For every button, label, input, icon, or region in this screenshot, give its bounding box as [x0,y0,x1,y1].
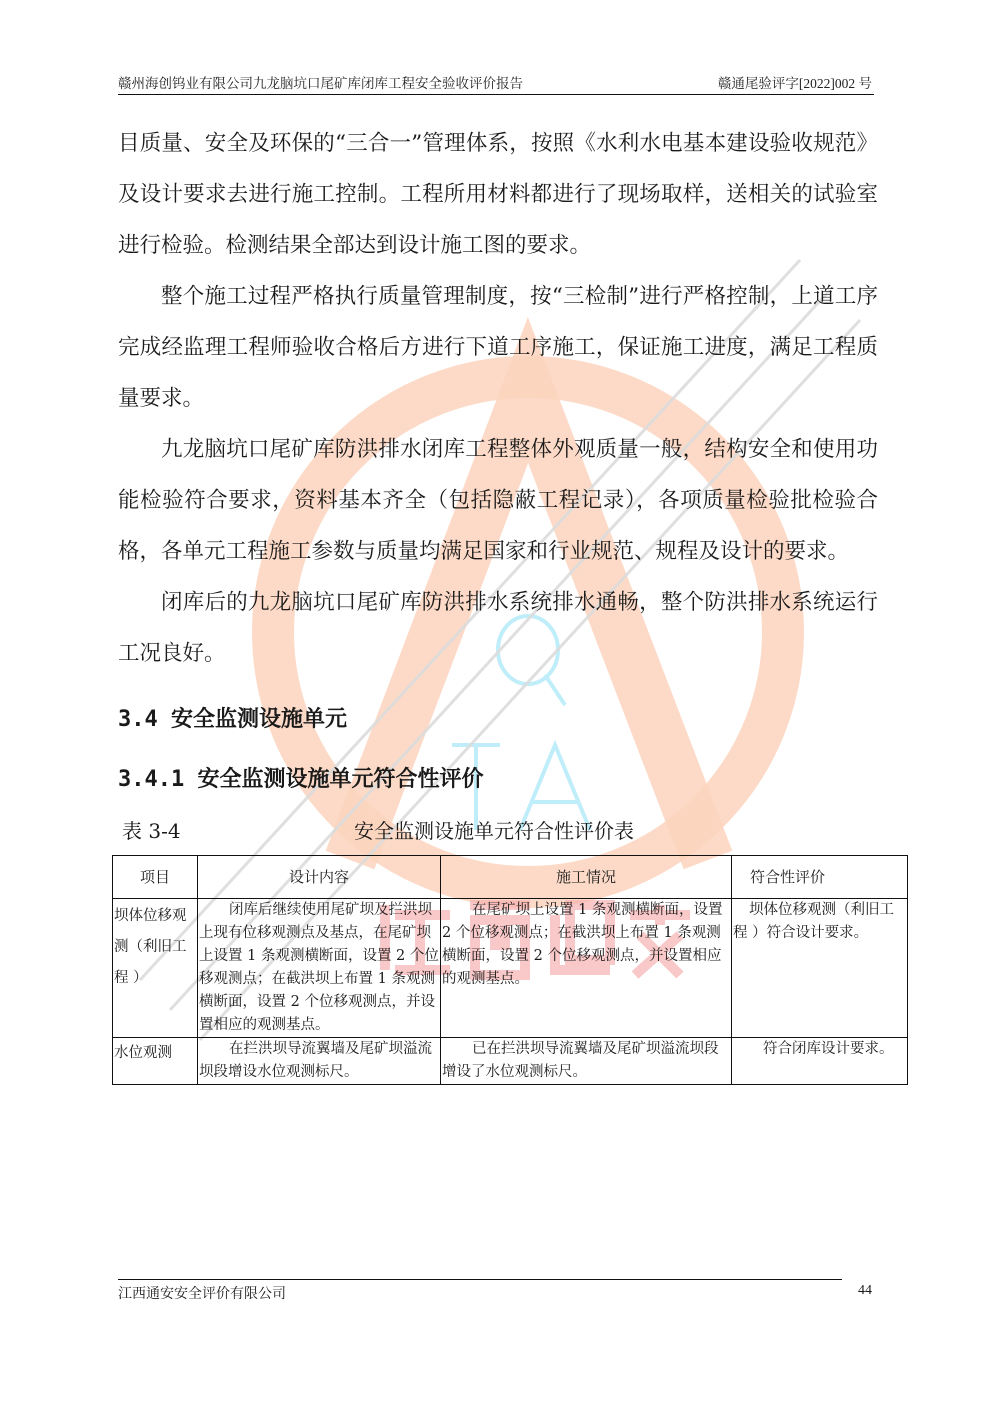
table-row [113,1038,908,1085]
cell-item: 水位观测 [113,1038,198,1085]
cell-design: 在拦洪坝导流翼墙及尾矿坝溢流坝段增设水位观测标尺。 [198,1038,441,1085]
header-construction: 施工情况 [441,856,732,899]
paragraph-2: 整个施工过程严格执行质量管理制度，按“三检制”进行严格控制，上道工序完成经监理工程师验收合格后方进行下道工序施工，保证施工进度，满足工程质量要求。 [118,284,878,411]
header-report-title: 赣州海创钨业有限公司九龙脑坑口尾矿库闭库工程安全验收评价报告 [118,76,523,91]
cell-evaluation: 符合闭库设计要求。 [732,1038,908,1085]
cell-item: 坝体位移观测（利旧工程 ） [113,899,198,1038]
section-heading: 3.4 安全监测设施单元 [118,707,347,732]
page-content [114,118,894,1085]
footer-divider [118,1279,842,1280]
header-doc-number: 赣通尾验评字[2022]002 号 [717,76,872,91]
header-design: 设计内容 [198,856,441,899]
footer-company: 江西通安安全评价有限公司 [118,1287,286,1302]
table-row [113,899,908,1038]
table-header-row [113,856,908,899]
evaluation-table [112,855,908,1085]
table-caption [118,817,878,845]
table-title: 安全监测设施单元符合性评价表 [354,819,634,843]
cell-evaluation: 坝体位移观测（利旧工程 ）符合设计要求。 [732,899,908,1038]
subsection-heading: 3.4.1 安全监测设施单元符合性评价 [118,767,484,792]
cell-construction: 在尾矿坝上设置 1 条观测横断面，设置 2 个位移观测点；在截洪坝上布置 1 条观测横断面，设置 2 个位移观测点，并设置相应的观测基点。 [441,899,732,1038]
header-item: 项目 [113,856,198,899]
header-evaluation: 符合性评价 [732,856,908,899]
paragraph-1: 目质量、安全及环保的“三合一”管理体系，按照《水利水电基本建设验收规范》及设计要求去进行施工控制。工程所用材料都进行了现场取样，送相关的试验室进行检验。检测结果全部达到设计施工图的要求。 [118,131,878,258]
paragraph-4: 闭库后的九龙脑坑口尾矿库防洪排水系统排水通畅，整个防洪排水系统运行工况良好。 [118,590,878,666]
page-number: 44 [858,1283,872,1298]
page-header [118,72,874,95]
cell-construction: 已在拦洪坝导流翼墙及尾矿坝溢流坝段增设了水位观测标尺。 [441,1038,732,1085]
table-number: 表 3-4 [122,819,181,843]
paragraph-3: 九龙脑坑口尾矿库防洪排水闭库工程整体外观质量一般，结构安全和使用功能检验符合要求，资料基本齐全（包括隐蔽工程记录），各项质量检验批检验合格，各单元工程施工参数与质量均满足国家和行业规范、规程及设计的要求。 [118,437,878,564]
cell-design: 闭库后继续使用尾矿坝及拦洪坝上现有位移观测点及基点，在尾矿坝上设置 1 条观测横断面，设置 2 个位移观测点；在截洪坝上布置 1 条观测横断面，设置 2 个位移观测点，并设置相应的观测基点。 [198,899,441,1038]
